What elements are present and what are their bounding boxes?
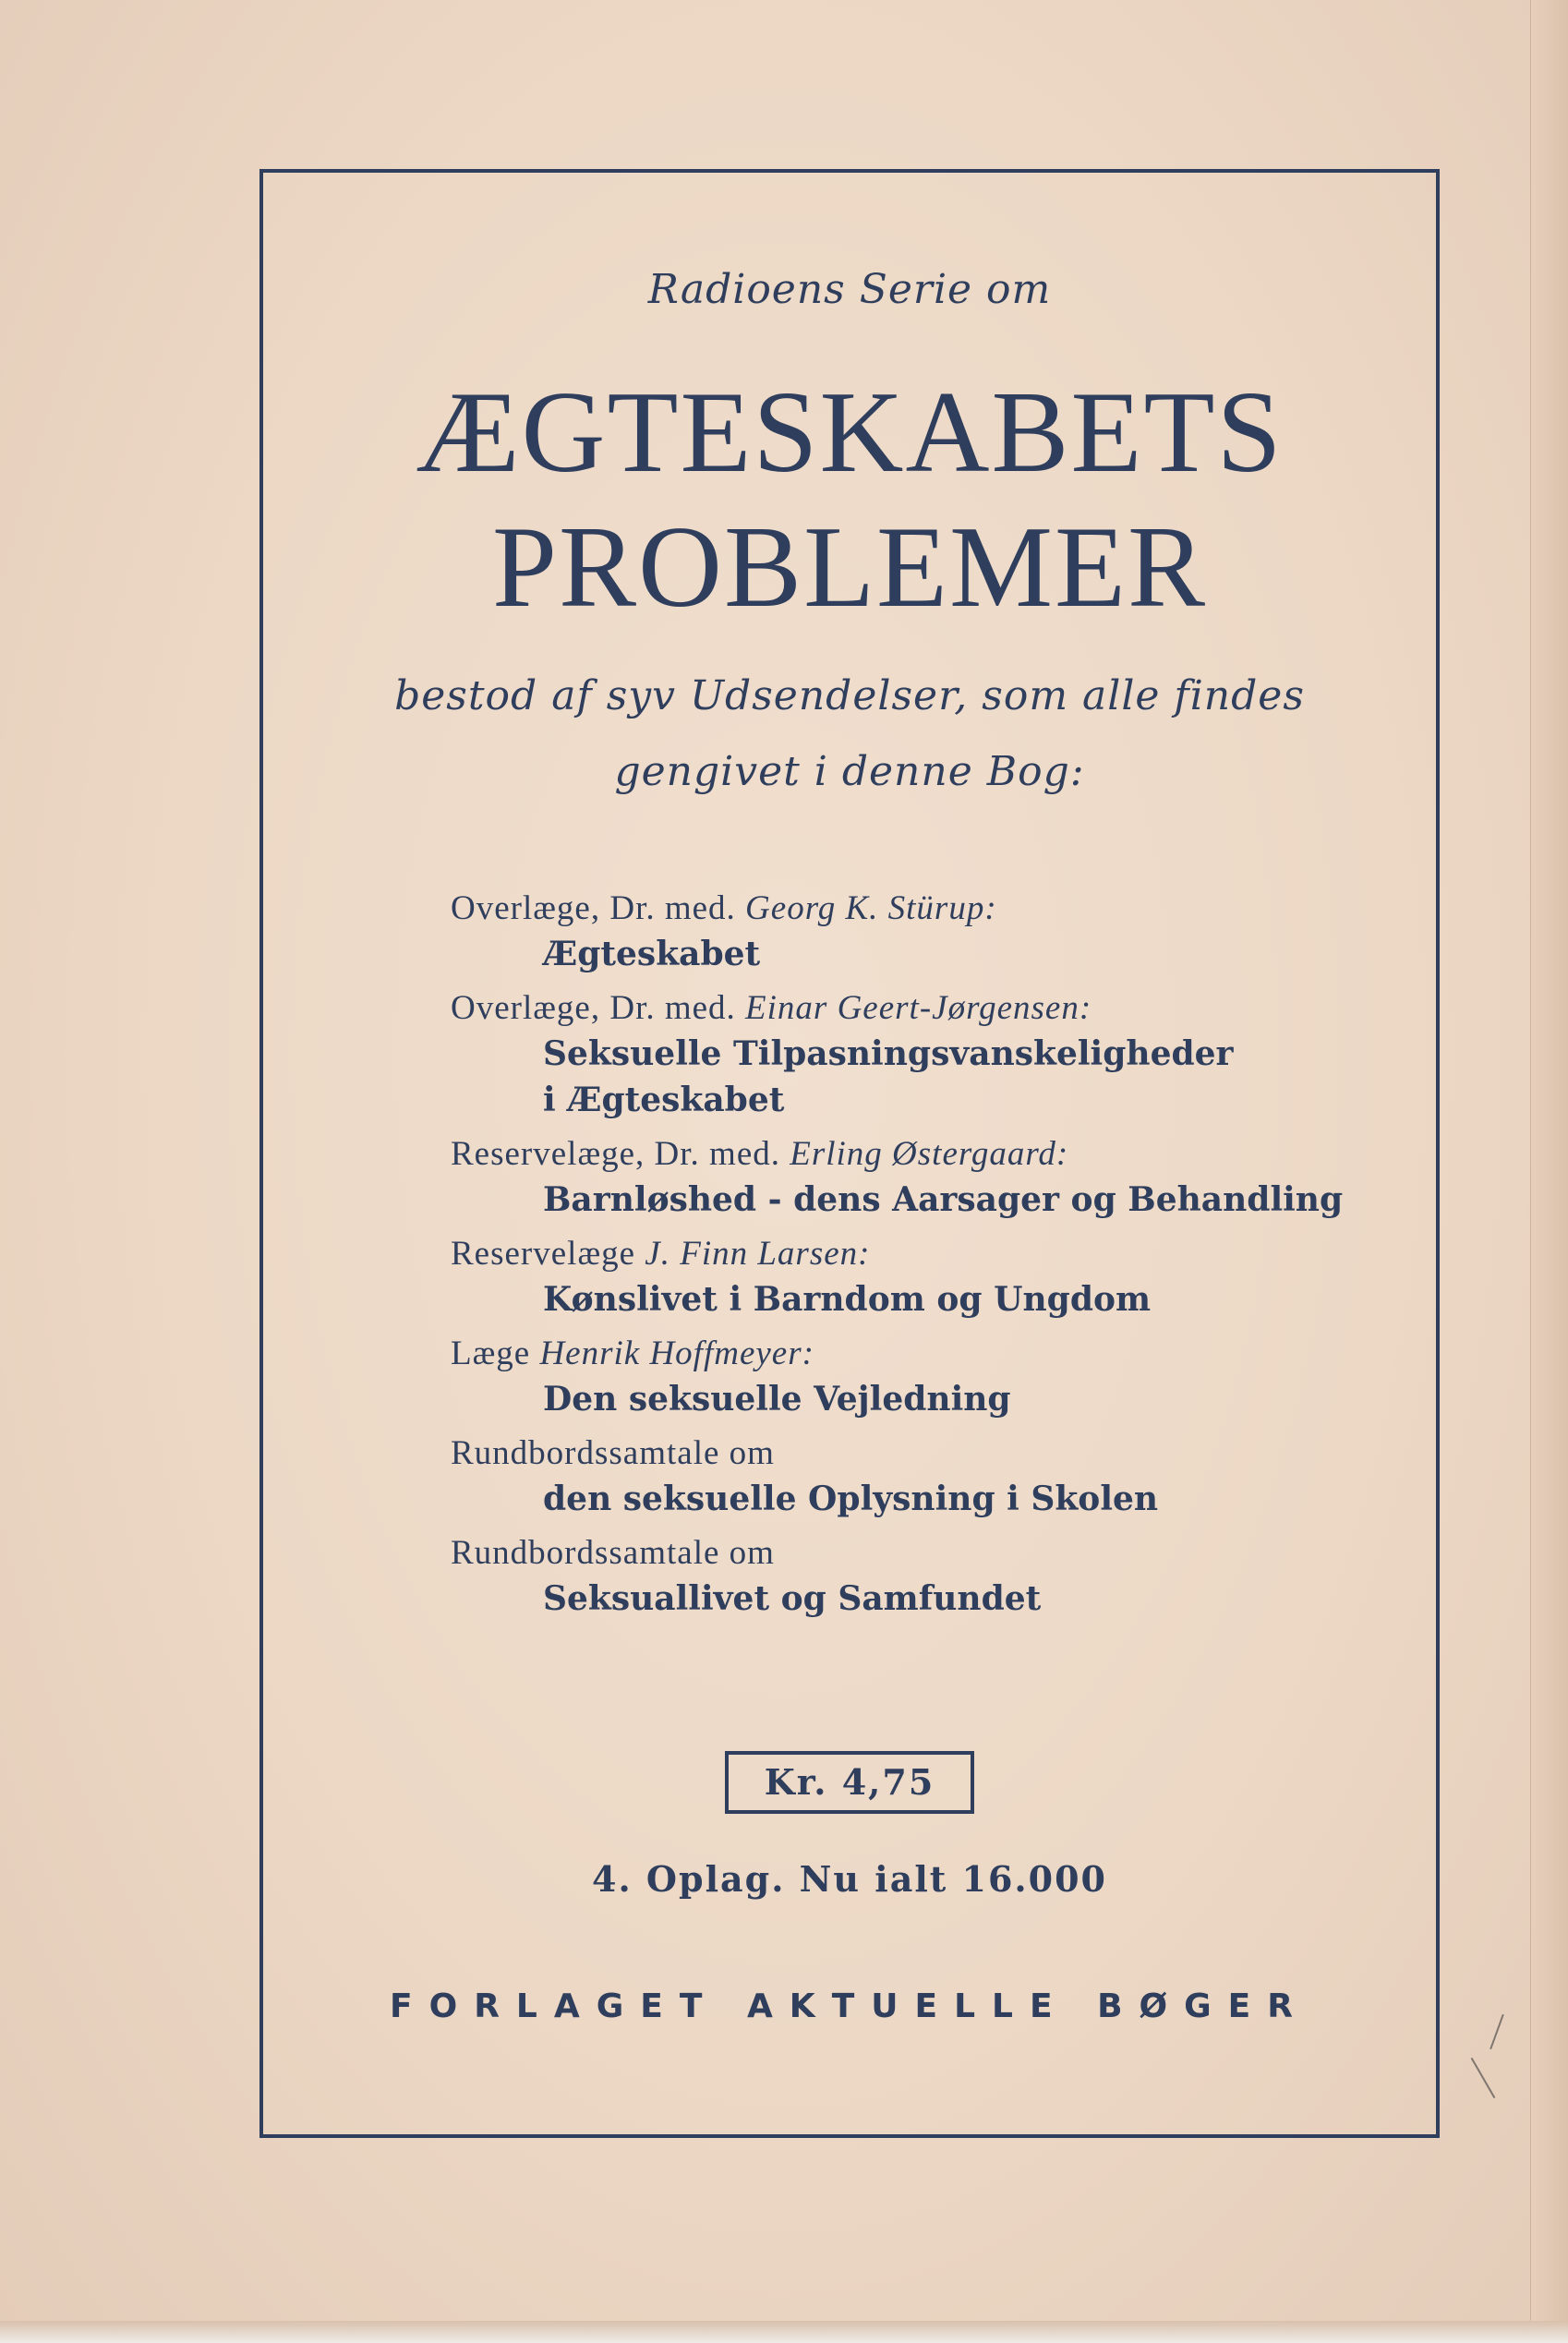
entry-author bbox=[451, 1132, 1374, 1177]
entry-topic: Barnløshed - dens Aarsager og Behandling bbox=[543, 1180, 1344, 1219]
broadcast-list bbox=[451, 887, 1374, 1631]
author-role: Rundbordssamtale om bbox=[451, 1434, 775, 1472]
list-item bbox=[451, 1232, 1374, 1322]
pencil-mark bbox=[1490, 2014, 1504, 2049]
series-line: Radioens Serie om bbox=[647, 266, 1052, 313]
list-item bbox=[451, 1132, 1374, 1223]
author-name: Einar Geert-Jørgensen: bbox=[745, 989, 1092, 1027]
subtitle-line-2: gengivet i denne Bog: bbox=[614, 748, 1085, 795]
author-role: Reservelæge, Dr. med. bbox=[451, 1135, 790, 1173]
entry-author bbox=[451, 1332, 1374, 1376]
entry-topic: Den seksuelle Vejledning bbox=[543, 1380, 1011, 1419]
price-box: Kr. 4,75 bbox=[725, 1751, 974, 1814]
subtitle-line-1: bestod af syv Udsendelser, som alle findes bbox=[394, 672, 1305, 719]
title-line-2: PROBLEMER bbox=[491, 503, 1208, 632]
pencil-mark bbox=[1471, 2058, 1496, 2098]
author-role: Reservelæge bbox=[451, 1235, 645, 1273]
entry-author bbox=[451, 1232, 1374, 1276]
author-role: Overlæge, Dr. med. bbox=[451, 889, 746, 927]
author-role: Overlæge, Dr. med. bbox=[451, 989, 746, 1027]
list-item bbox=[451, 1332, 1374, 1422]
entry-topic: den seksuelle Oplysning i Skolen bbox=[543, 1479, 1159, 1518]
list-item bbox=[451, 986, 1374, 1123]
author-name: Erling Østergaard: bbox=[790, 1135, 1069, 1173]
list-item bbox=[451, 1531, 1374, 1622]
page-edge-bottom bbox=[0, 2321, 1568, 2343]
entry-author bbox=[451, 887, 1374, 931]
entry-author bbox=[451, 1531, 1374, 1576]
author-name: Georg K. Stürup: bbox=[745, 889, 997, 927]
entry-topic: Seksuallivet og Samfundet bbox=[543, 1579, 1042, 1618]
author-role: Læge bbox=[451, 1335, 540, 1372]
entry-author bbox=[451, 986, 1374, 1031]
title-line-1: ÆGTESKABETS bbox=[416, 368, 1284, 497]
list-item bbox=[451, 887, 1374, 977]
entry-topic: Kønslivet i Barndom og Ungdom bbox=[543, 1280, 1152, 1319]
author-name: Henrik Hoffmeyer: bbox=[539, 1335, 814, 1372]
publisher-line: FORLAGET AKTUELLE BØGER bbox=[390, 1987, 1309, 2025]
entry-topic: Seksuelle Tilpasningsvanskeligheder bbox=[543, 1034, 1234, 1073]
list-item bbox=[451, 1431, 1374, 1522]
author-role: Rundbordssamtale om bbox=[451, 1534, 775, 1572]
author-name: J. Finn Larsen: bbox=[645, 1235, 871, 1273]
edition-line: 4. Oplag. Nu ialt 16.000 bbox=[592, 1858, 1107, 1900]
entry-topic-continued: i Ægteskabet bbox=[543, 1081, 785, 1119]
entry-author bbox=[451, 1431, 1374, 1476]
page-edge-right bbox=[1530, 0, 1568, 2343]
entry-topic: Ægteskabet bbox=[543, 935, 761, 973]
